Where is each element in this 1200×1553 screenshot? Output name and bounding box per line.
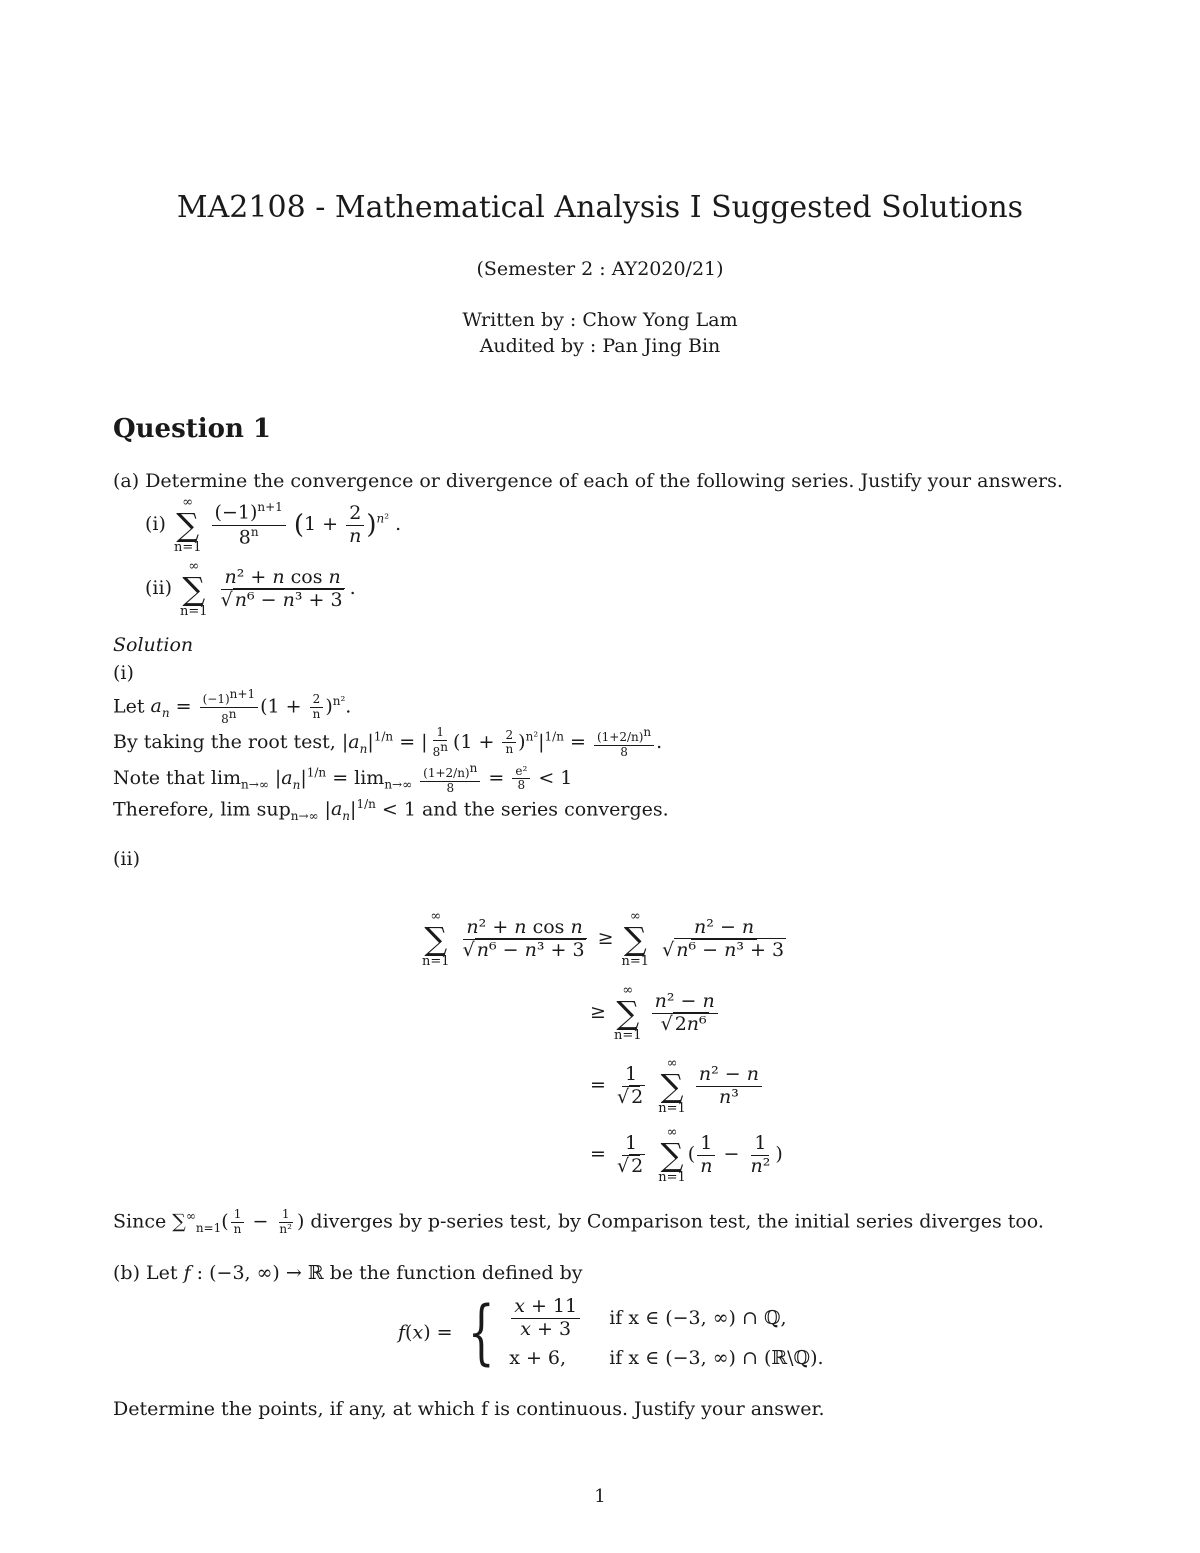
sum-symbol: ∞ ∑ n=1 <box>422 909 450 969</box>
fraction: $\frac{1}{√ 2}$ <box>616 1131 644 1177</box>
part-b-closing: Determine the points, if any, at which f is continuous. Justify your answer. <box>113 1398 825 1420</box>
fraction: $\frac{1}{\text{n²}}$ <box>279 1207 292 1236</box>
part-b-prompt-end: be the function defined by <box>329 1262 583 1284</box>
series-ii: (ii) ∞ ∑ n=1 $\frac{\text{n² + n cos n}}{\text{√ n⁶ − n³ + 3}}$ . <box>145 559 356 619</box>
since-text: Since <box>113 1210 167 1233</box>
sol-note: Note that <box>113 766 205 789</box>
cases <box>509 1296 823 1369</box>
fraction: $\frac{(-1)^{n+1}}{8^n}$ <box>200 688 258 727</box>
part-a-prompt: (a) Determine the convergence or divergence of each of the following series. Justify your answers. <box>113 470 1063 492</box>
case-2-expression: x + 6, <box>509 1346 567 1369</box>
sol-root-line: By taking the root test, $|a_n|^{1/n}$ = | $\frac{1}{8^n}$ (1 + $\frac{2}{n}$ )$^{n^2}|^{1/n}$ = $\frac{(1+2/n)^n}{8}$ . <box>113 725 663 759</box>
fraction: $\frac{\text{n² − n}}{\text{√ n⁶ − n³ + 3}}$ <box>662 915 785 961</box>
item-ii-label: (ii) <box>145 577 172 599</box>
fraction: $\frac{1}{8^n}$ <box>432 725 448 759</box>
sum-symbol: ∞ ∑ n=1 <box>180 559 208 619</box>
equation-row-1: ∞ ∑ n=1 $\frac{\text{n² + n cos n}}{\text{√ n⁶ − n³ + 3}}$ ≥ ∞ ∑ n=1 $\frac{\text{n² − n}}{\text{√ n⁶ − n³ + 3}}$ <box>420 910 791 968</box>
page-number: 1 <box>594 1486 606 1507</box>
sum-symbol: ∞ ∑ n=1 <box>621 909 650 969</box>
sum-symbol: ∞ ∑ n=1 <box>658 1125 686 1185</box>
sol-i-label: (i) <box>113 662 134 684</box>
fraction: $\frac{2}{n}$ <box>310 693 324 722</box>
sol-let: Let <box>113 695 145 718</box>
sol-let-line: Let $a_n$ = $\frac{(-1)^{n+1}}{8^n}$ (1 + $\frac{2}{n}$ )$^{n^2}$. <box>113 687 352 726</box>
fraction: $\frac{\text{e²}}{8}$ <box>512 765 530 794</box>
author-line: Written by : Chow Yong Lam <box>462 309 738 331</box>
case-1 <box>509 1296 823 1341</box>
sol-therefore-end: and the series converges. <box>421 798 669 821</box>
semester-line: (Semester 2 : AY2020/21) <box>476 258 724 280</box>
series-i: (i) ∞ ∑ n=1 $\frac{(-1)^{n+1}}{8^n}$ (1 + $\frac{2}{n}$ )$^{n^2}$ . <box>145 495 402 555</box>
fraction: $\frac{\text{n² − n}}{\text{n³}}$ <box>696 1064 762 1109</box>
equation-row-2: ≥ ∞ ∑ n=1 $\frac{\text{n² − n}}{\text{√ 2n⁶}}$ <box>590 984 720 1042</box>
part-b-prompt: (b) Let f : (−3, ∞) → ℝ be the function defined by <box>113 1262 583 1284</box>
fraction: $\frac{(1+2/n)^n}{8}$ <box>420 762 480 796</box>
sol-ii-label: (ii) <box>113 848 140 870</box>
sum-symbol: ∞ ∑ n=1 <box>173 495 202 555</box>
fraction: $\frac{\text{n² + n cos n}}{\text{√ n⁶ − n³ + 3}}$ <box>220 565 343 611</box>
document-title: MA2108 - Mathematical Analysis I Suggested Solutions <box>176 190 1024 225</box>
equation-row-4: = $\frac{1}{√ 2}$ ∞ ∑ n=1 ( $\frac{1}{n}$ − $\frac{1}{\text{n²}}$ ) <box>590 1125 783 1185</box>
sol-note-line: Note that $\lim_{n\to\infty} |a_n|^{1/n} = \lim_{n\to\infty}$ $\frac{(1+2/n)^n}{8}$ = $\frac{\text{e²}}{8}$ < 1 <box>113 761 573 795</box>
since-line: Since $\sum^\infty_{n=1}$( $\frac{1}{n}$ − $\frac{1}{\text{n²}}$ ) diverges by p-series test, by Comparison test, the initial series diverges too. <box>113 1207 1044 1236</box>
equation-row-3: = $\frac{1}{√ 2}$ ∞ ∑ n=1 $\frac{\text{n² − n}}{\text{n³}}$ <box>590 1057 764 1115</box>
question-heading: Question 1 <box>113 414 272 444</box>
item-i-label: (i) <box>145 513 166 535</box>
fraction: $\frac{2}{n}$ <box>346 503 364 548</box>
piecewise-definition: f(x) = { $\frac{x + 11}{x + 3}$ if x ∈ (−3, ∞) ∩ ℚ, x + 6, if x ∈ (−3, ∞) ∩ (ℝ\ℚ). <box>398 1291 824 1374</box>
fraction: $\frac{1}{\text{n²}}$ <box>750 1131 771 1177</box>
case-2-condition: if x ∈ (−3, ∞) ∩ (ℝ\ℚ). <box>609 1346 824 1369</box>
fraction: $\frac{\text{n² + n cos n}}{\text{√ n⁶ − n³ + 3}}$ <box>462 915 585 961</box>
fraction: $\frac{\text{n² − n}}{\text{√ 2n⁶}}$ <box>652 991 718 1036</box>
case-1-condition: if x ∈ (−3, ∞) ∩ ℚ, <box>609 1307 787 1330</box>
fraction: $\frac{1}{n}$ <box>697 1133 715 1178</box>
sol-therefore: Therefore, <box>113 798 215 821</box>
sum-symbol: ∞ ∑ n=1 <box>658 1056 686 1116</box>
auditor-line: Audited by : Pan Jing Bin <box>479 335 721 357</box>
left-brace: { <box>467 1291 495 1374</box>
fraction: $\frac{x + 11}{x + 3}$ <box>511 1296 580 1341</box>
fraction: $\frac{(1+2/n)^n}{8}$ <box>594 726 654 760</box>
fraction: $\frac{2}{n}$ <box>502 729 516 758</box>
solution-label: Solution <box>113 634 194 656</box>
part-b-prompt-start: (b) Let <box>113 1262 178 1284</box>
fraction: $\frac{1}{n}$ <box>231 1208 245 1237</box>
fraction: $\frac{(-1)^{n+1}}{8^n}$ <box>212 501 286 548</box>
since-end: diverges by p-series test, by Comparison test, the initial series diverges too. <box>310 1210 1044 1233</box>
sol-root-intro: By taking the root test, <box>113 730 336 753</box>
sum-symbol: ∞ ∑ n=1 <box>613 983 642 1043</box>
fraction: $\frac{1}{√ 2}$ <box>616 1062 644 1108</box>
case-2 <box>509 1347 823 1369</box>
sol-therefore-line: Therefore, lim sup$_{n\to\infty}$ $|a_n|^{1/n} < 1$ and the series converges. <box>113 797 669 824</box>
